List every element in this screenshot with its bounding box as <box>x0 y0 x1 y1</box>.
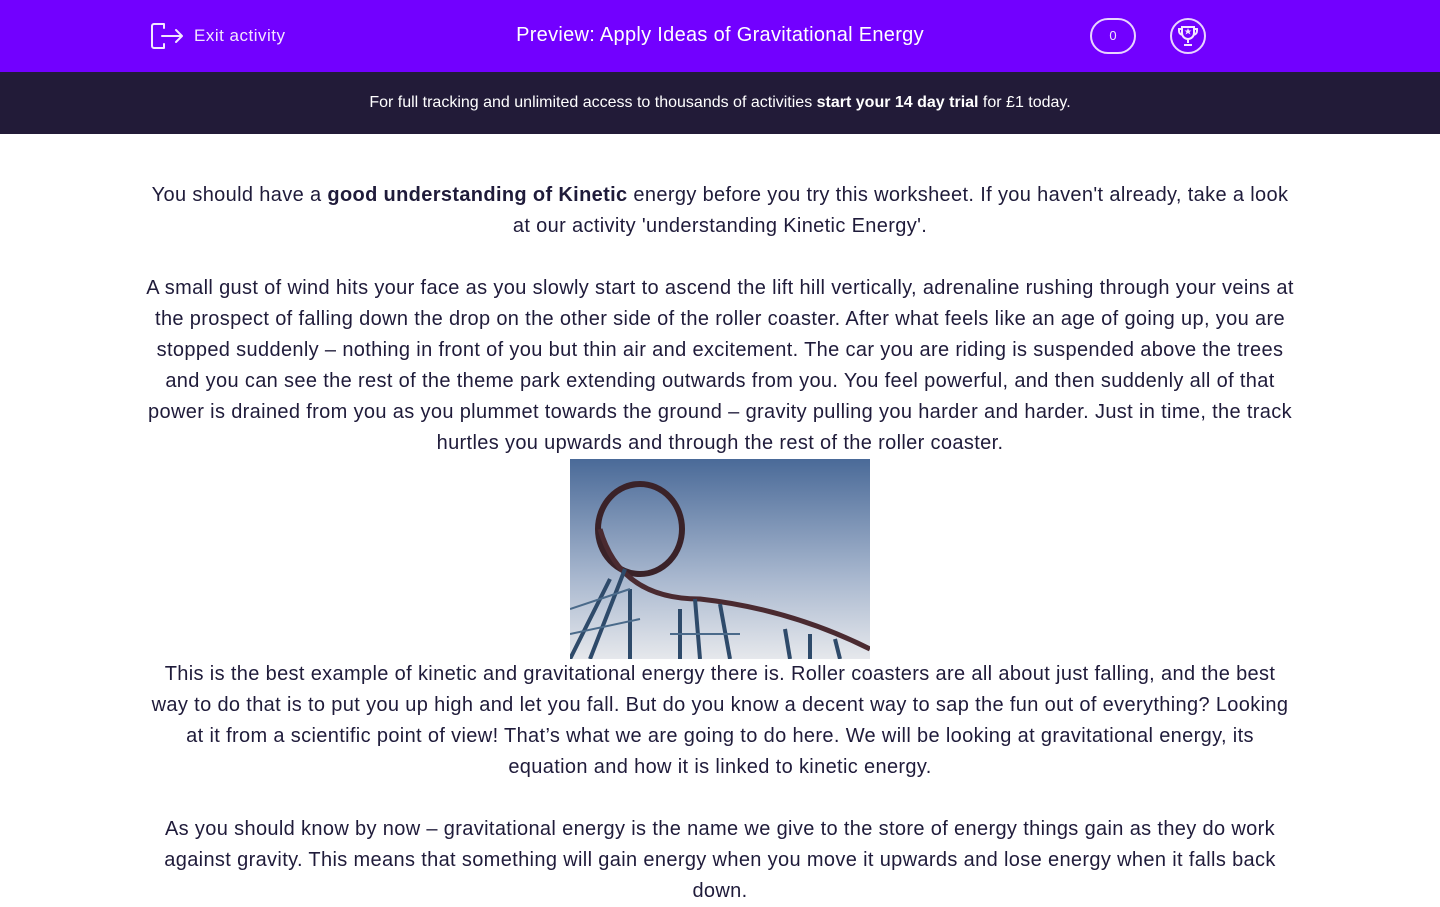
promo-suffix: for £1 today. <box>978 94 1071 111</box>
page-title: Preview: Apply Ideas of Gravitational Energy <box>516 24 924 46</box>
explanation-paragraph: This is the best example of kinetic and gravitational energy there is. Roller coasters are all about just falling, and the best way to do that is to put you up high and let you fall. But do you know a decent way to sap the fun out of everything? Looking at it from a scientific point of view! That’s what we are going to do here. We will be looking at gravitational energy, its equation and how it is linked to kinetic energy. <box>151 663 1289 778</box>
intro-suffix: energy before you try this worksheet. If you haven't already, take a look at our activity 'understanding Kinetic Energy'. <box>512 184 1289 237</box>
trophy-button[interactable] <box>1170 18 1206 54</box>
gravity-paragraph: As you should know by now – gravitational energy is the name we give to the store of energy things gain as they do work against gravity. This means that something will gain energy when you move it upwards and lose energy when it falls back down. <box>164 818 1276 902</box>
story-paragraph: A small gust of wind hits your face as you slowly start to ascend the lift hill vertically, adrenaline rushing through your veins at the prospect of falling down the drop on the other side of the roller coaster. After what feels like an age of going up, you are stopped suddenly – nothing in front of you but thin air and excitement. The car you are riding is suspended above the trees and you can see the rest of the theme park extending outwards from you. You feel powerful, and then suddenly all of that power is drained from you as you plummet towards the ground – gravity pulling you harder and harder. Just in time, the track hurtles you upwards and through the rest of the roller coaster. <box>146 277 1294 454</box>
trial-banner <box>0 72 1440 134</box>
exit-icon <box>150 22 184 50</box>
top-bar <box>0 0 1440 72</box>
exit-label: Exit activity <box>194 26 286 45</box>
roller-coaster-image <box>570 459 870 659</box>
intro-paragraph <box>145 180 1295 242</box>
intro-bold: good understanding of Kinetic <box>327 184 628 206</box>
promo-text: For full tracking and unlimited access to thousands of activities <box>369 94 817 111</box>
exit-activity-button[interactable] <box>150 22 286 50</box>
trial-link[interactable]: start your 14 day trial <box>816 94 979 111</box>
worksheet-content <box>145 134 1295 907</box>
intro-prefix: You should have a <box>151 184 328 206</box>
trophy-icon <box>1177 25 1199 47</box>
score-badge: 0 <box>1090 18 1136 54</box>
